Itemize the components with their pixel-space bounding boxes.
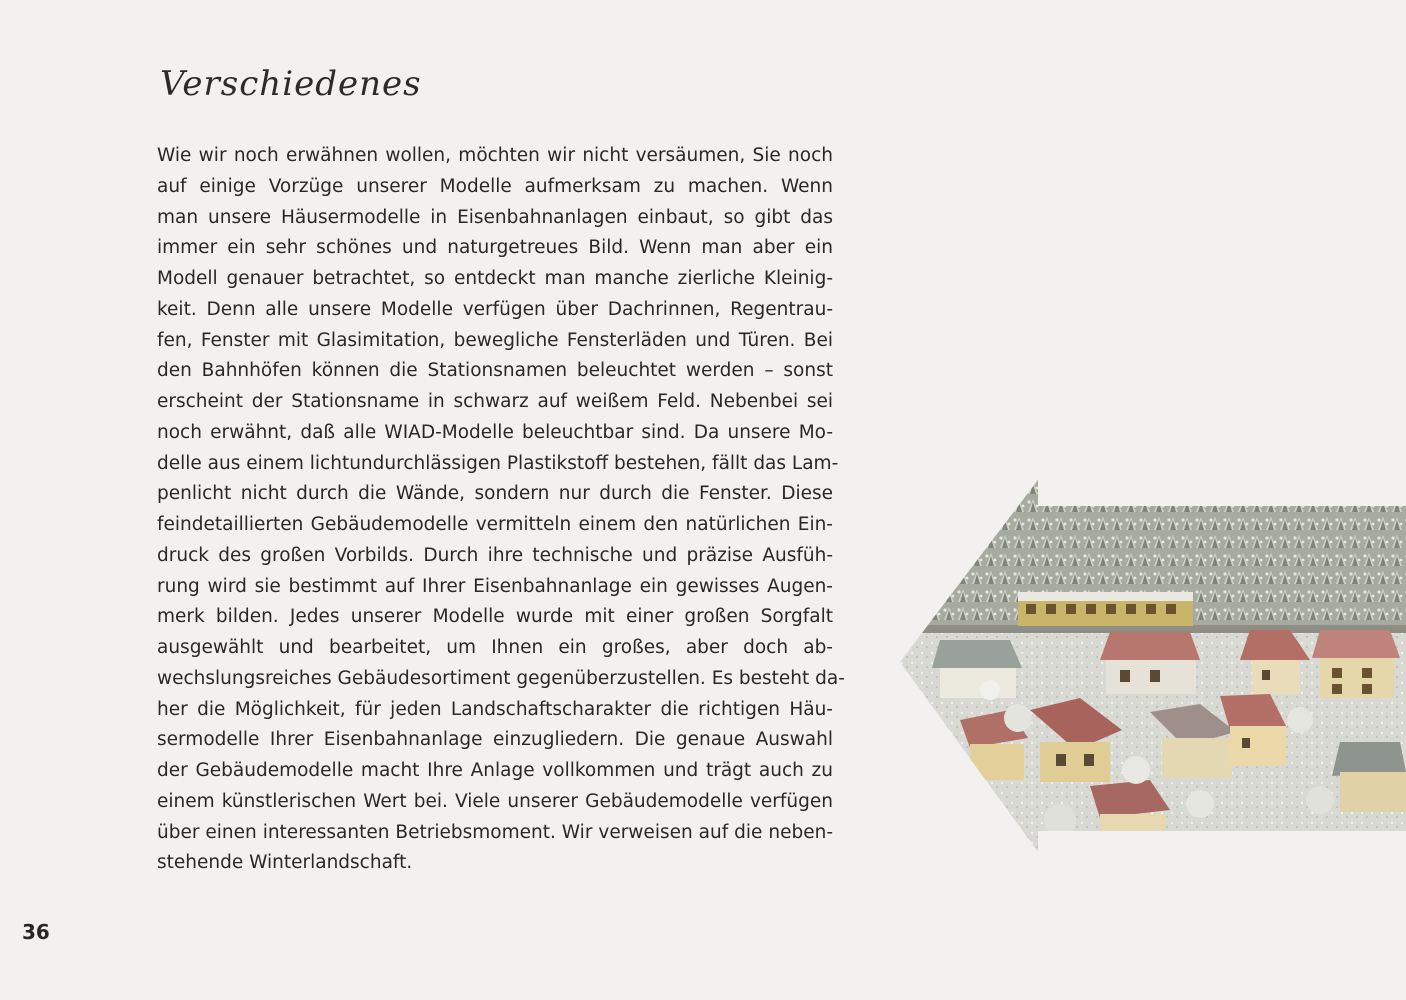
body-line: ausgewählt und bearbeitet, um Ihnen ein großes, aber doch ab- [157,637,833,658]
body-line: erscheint der Stationsname in schwarz auf weißem Feld. Nebenbei sei [157,391,833,412]
body-line: Modell genauer betrachtet, so entdeckt man manche zierliche Kleinig- [157,268,833,289]
body-line: delle aus einem lichtundurchlässigen Plastikstoff bestehen, fällt das Lam- [157,452,839,474]
body-line: über einen interessanten Betriebsmoment. Wir verweisen auf die neben- [157,821,833,843]
body-line: wechslungsreiches Gebäudesortiment gegenüberzustellen. Es besteht da- [157,667,845,689]
body-line: der Gebäudemodelle macht Ihre Anlage vollkommen und trägt auch zu [157,760,833,781]
body-line: stehende Winterlandschaft. [157,852,413,874]
body-line: merk bilden. Jedes unserer Modelle wurde mit einer großen Sorgfalt [157,606,833,628]
page-title: Verschiedenes [160,64,422,104]
body-line: noch erwähnt, daß alle WIAD-Modelle beleuchtbar sind. Da unsere Mo- [157,421,833,443]
body-line: penlicht nicht durch die Wände, sondern nur durch die Fenster. Diese [157,483,833,505]
body-line: her die Möglichkeit, für jeden Landschaftscharakter die richtigen Häu- [157,698,833,720]
body-line: immer ein sehr schönes und naturgetreues Bild. Wenn man aber ein [157,237,833,259]
body-line: auf einige Vorzüge unserer Modelle aufmerksam zu machen. Wenn [157,175,833,197]
body-line: den Bahnhöfen können die Stationsnamen beleuchtet werden – sonst [157,360,833,382]
body-line: fen, Fenster mit Glasimitation, bewegliche Fensterläden und Türen. Bei [157,329,833,351]
body-text [157,141,845,879]
body-line: keit. Denn alle unsere Modelle verfügen über Dachrinnen, Regentrau- [157,298,833,320]
winter-landscape-photo [900,480,1406,852]
body-line: druck des großen Vorbilds. Durch ihre technische und präzise Ausfüh- [157,544,833,566]
body-line: rung wird sie bestimmt auf Ihrer Eisenbahnanlage ein gewisses Augen- [157,575,833,597]
page-number: 36 [22,920,50,944]
body-line: feindetaillierten Gebäudemodelle vermitteln einem den natürlichen Ein- [157,514,833,535]
body-line: sermodelle Ihrer Eisenbahnanlage einzugliedern. Die genaue Auswahl [157,729,833,751]
body-line: einem künstlerischen Wert bei. Viele unserer Gebäudemodelle verfügen [157,790,833,812]
winter-landscape-illustration [900,480,1406,852]
body-line: Wie wir noch erwähnen wollen, möchten wir nicht versäumen, Sie noch [157,145,833,166]
body-line: man unsere Häusermodelle in Eisenbahnanlagen einbaut, so gibt das [157,206,833,228]
